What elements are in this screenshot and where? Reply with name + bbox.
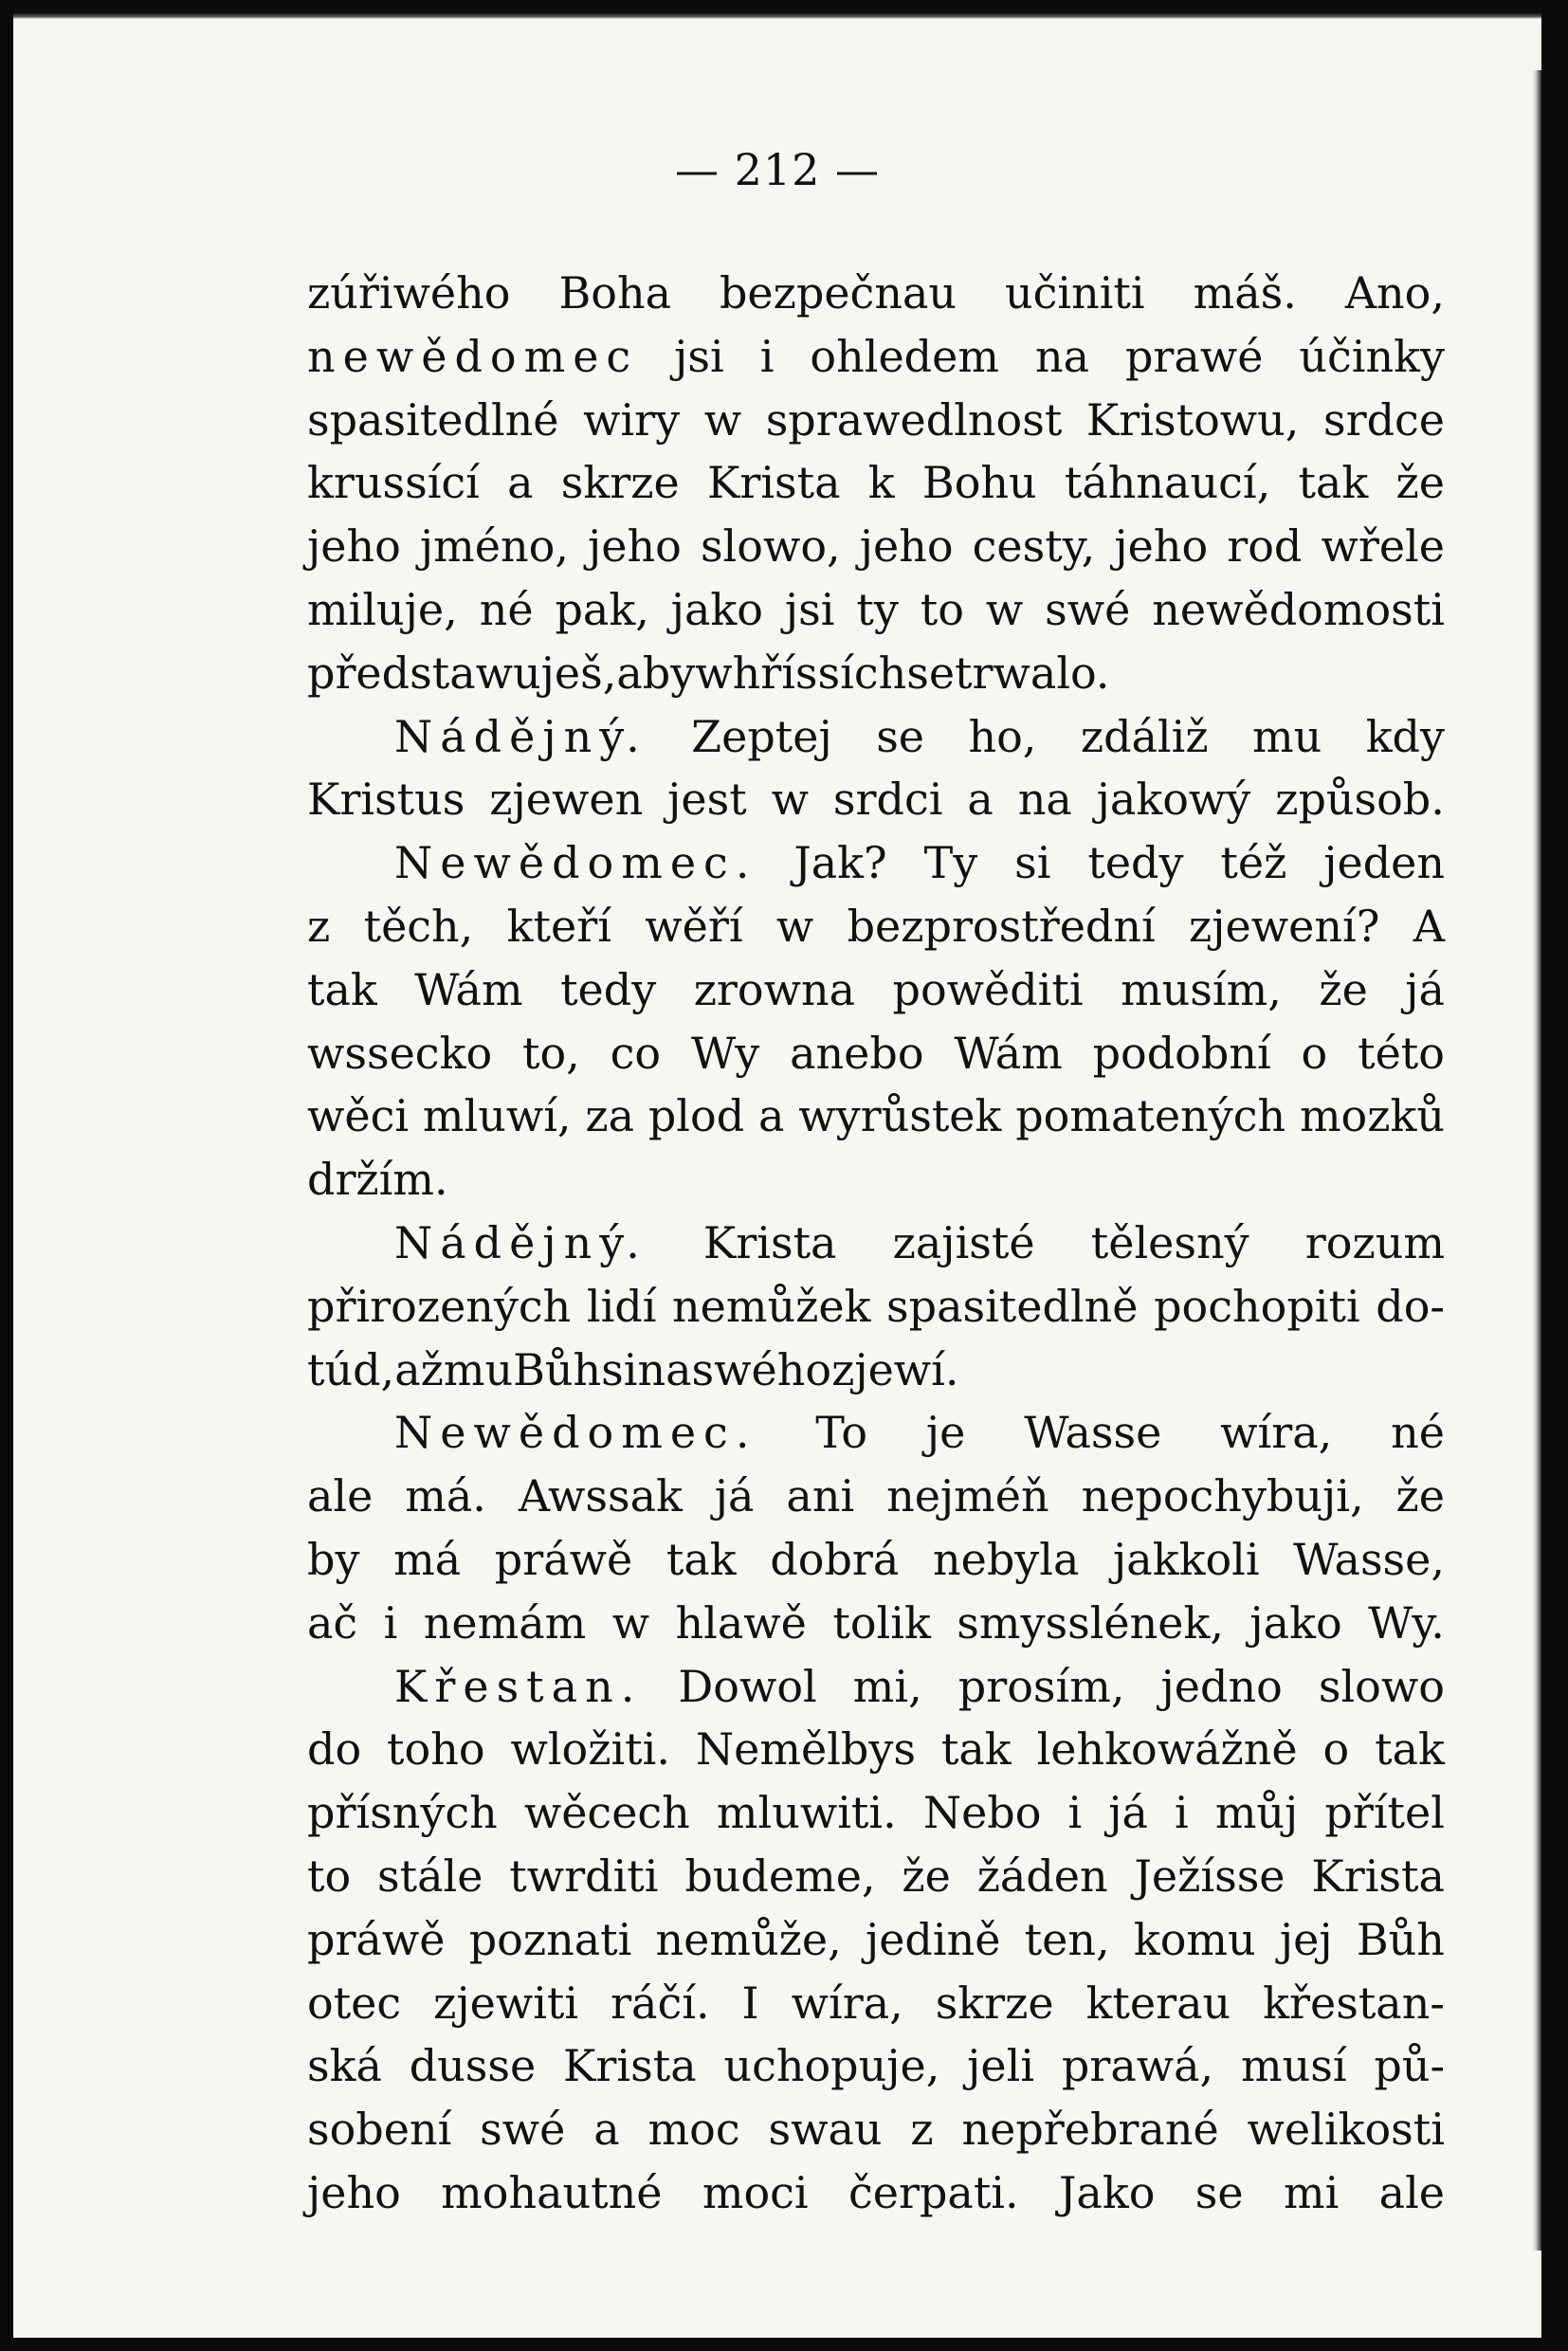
text-line bbox=[307, 1465, 1445, 1528]
text-word: účinky bbox=[1299, 330, 1445, 382]
text-word: že bbox=[902, 1850, 951, 1902]
text-word: Krista bbox=[706, 457, 841, 509]
text-word: Jak? bbox=[793, 837, 887, 889]
text-word: do bbox=[307, 1723, 362, 1776]
text-word: pak, bbox=[555, 583, 649, 635]
text-word: Wasse, bbox=[1293, 1533, 1445, 1585]
text-word: až bbox=[394, 1343, 444, 1395]
text-word: moc bbox=[647, 2104, 740, 2156]
text-word: jakowý bbox=[1096, 774, 1251, 826]
text-word: se bbox=[876, 710, 925, 762]
text-line bbox=[307, 1972, 1445, 2035]
text-word: swau bbox=[768, 2104, 883, 2156]
text-word: jako bbox=[1249, 1596, 1342, 1649]
text-word: prawé bbox=[1124, 330, 1264, 382]
text-word: tak bbox=[940, 1723, 1012, 1776]
text-word: swé bbox=[1045, 583, 1131, 635]
text-line bbox=[307, 642, 1445, 705]
text-word: plod bbox=[647, 1090, 745, 1142]
text-word: by bbox=[307, 1533, 360, 1585]
text-word: anebo bbox=[790, 1027, 924, 1079]
text-word: k bbox=[867, 457, 895, 509]
text-word: cesty, bbox=[972, 520, 1096, 573]
scan-top-edge bbox=[13, 13, 1541, 19]
text-word: Nemělbys bbox=[695, 1723, 916, 1776]
speaker-name: Nádějný. bbox=[394, 710, 647, 762]
text-word: prawá, bbox=[1061, 2040, 1214, 2092]
text-word: wložiti. bbox=[510, 1723, 670, 1776]
text-word: z bbox=[307, 900, 331, 952]
text-word: práwě bbox=[494, 1533, 633, 1585]
text-word: krussící bbox=[307, 457, 480, 509]
text-word: pomatených bbox=[1015, 1090, 1286, 1142]
speaker-name: Newědomec. bbox=[394, 837, 757, 889]
text-line bbox=[307, 1781, 1445, 1845]
text-word: táhnaucí, bbox=[1064, 457, 1271, 509]
text-word: za bbox=[585, 1090, 635, 1142]
text-line bbox=[307, 1148, 1445, 1212]
text-word: newědomosti bbox=[1152, 583, 1445, 635]
text-word: kterau bbox=[1085, 1977, 1231, 2029]
text-word: wssecko bbox=[307, 1027, 493, 1079]
text-word: co bbox=[610, 1027, 662, 1079]
text-word: a bbox=[507, 457, 534, 509]
text-word: lehkowážně bbox=[1036, 1723, 1298, 1776]
text-word: wěcech bbox=[523, 1787, 690, 1839]
text-word: srdce bbox=[1322, 393, 1445, 446]
text-word: to bbox=[920, 583, 964, 635]
text-line bbox=[307, 578, 1445, 642]
text-word: i bbox=[1175, 1787, 1189, 1839]
text-word: dusse bbox=[409, 2040, 537, 2092]
text-line bbox=[307, 1655, 1445, 1719]
text-word: že bbox=[1319, 963, 1368, 1015]
text-line bbox=[307, 1401, 1445, 1465]
text-word: bezpečnau bbox=[719, 267, 957, 319]
text-word: zdáliž bbox=[1080, 710, 1209, 762]
text-word: swého bbox=[691, 1343, 832, 1395]
text-word: hříssích bbox=[732, 647, 907, 699]
text-word: tedy bbox=[560, 963, 657, 1015]
text-word: Boha bbox=[558, 267, 672, 319]
text-word: wěci bbox=[307, 1090, 410, 1142]
text-word: učiniti bbox=[1004, 267, 1145, 319]
text-word: jsi bbox=[674, 330, 724, 382]
text-word: tělesný bbox=[1090, 1216, 1249, 1268]
text-word: Krista bbox=[1311, 1850, 1445, 1902]
text-word: srdci bbox=[832, 774, 943, 826]
text-line bbox=[307, 1718, 1445, 1781]
text-word: nepochybuji, bbox=[1081, 1470, 1364, 1522]
text-word: nemůžek bbox=[672, 1280, 871, 1332]
text-word: rozum bbox=[1304, 1216, 1445, 1268]
text-line bbox=[307, 2161, 1445, 2225]
text-word: né bbox=[1391, 1407, 1445, 1459]
text-word: držím. bbox=[307, 1154, 448, 1206]
text-word: otec bbox=[307, 1977, 402, 2029]
text-line bbox=[307, 451, 1445, 515]
text-word: slowo, bbox=[700, 520, 841, 573]
text-word: ráčí. bbox=[611, 1977, 710, 2029]
text-word: je bbox=[925, 1407, 966, 1459]
text-line bbox=[307, 1212, 1445, 1275]
text-word: ale bbox=[1378, 2166, 1445, 2218]
text-word: tedy bbox=[1087, 837, 1184, 889]
text-word: Bůh bbox=[1356, 1913, 1445, 1965]
text-word: přísných bbox=[307, 1787, 498, 1839]
text-word: Wám bbox=[414, 963, 523, 1015]
text-word: uchopuje, bbox=[723, 2040, 940, 2092]
text-word: hlawě bbox=[675, 1596, 807, 1649]
text-word: mluwiti. bbox=[716, 1787, 897, 1839]
text-line bbox=[307, 1275, 1445, 1339]
text-word: Kristowu, bbox=[1085, 393, 1300, 446]
text-word: Jako bbox=[1058, 2166, 1156, 2218]
text-word: tak bbox=[1298, 457, 1369, 509]
text-word: ohledem bbox=[810, 330, 999, 382]
text-word: musí bbox=[1240, 2040, 1347, 2092]
text-word: Bůh bbox=[513, 1343, 602, 1395]
text-word: přítel bbox=[1324, 1787, 1445, 1839]
text-word: tak bbox=[1375, 1723, 1445, 1776]
text-word: Ty bbox=[923, 837, 978, 889]
text-word: můj bbox=[1214, 1787, 1299, 1839]
text-word: lidí bbox=[586, 1280, 657, 1332]
text-word: w bbox=[611, 1596, 650, 1649]
text-word: wíra, bbox=[791, 1977, 903, 2029]
text-word: mi bbox=[1283, 2166, 1340, 2218]
text-word: mu bbox=[443, 1343, 514, 1395]
text-word: Wasse bbox=[1024, 1407, 1162, 1459]
text-word: jeho bbox=[307, 2166, 401, 2218]
text-word: Wy. bbox=[1368, 1596, 1445, 1649]
text-word: Zeptej bbox=[691, 710, 832, 762]
text-word: já bbox=[1108, 1787, 1148, 1839]
text-word: nebyla bbox=[932, 1533, 1080, 1585]
text-word: zrowna bbox=[693, 963, 856, 1015]
text-word: čerpati. bbox=[848, 2166, 1019, 2218]
text-word: jméno, bbox=[419, 520, 569, 573]
text-line bbox=[307, 389, 1445, 452]
text-line bbox=[307, 1022, 1445, 1085]
text-word: pochopiti bbox=[1154, 1280, 1360, 1332]
text-word: předstawuješ, bbox=[307, 647, 617, 699]
text-word: kdy bbox=[1365, 710, 1445, 762]
text-word: tak bbox=[665, 1533, 737, 1585]
text-line bbox=[307, 2034, 1445, 2098]
text-word: sobení bbox=[307, 2104, 452, 2156]
text-word: To bbox=[815, 1407, 868, 1459]
text-word: ty bbox=[856, 583, 899, 635]
text-word: i bbox=[759, 330, 775, 382]
text-word: jeho bbox=[588, 520, 682, 573]
text-word: zjewení? bbox=[1189, 900, 1380, 952]
text-word: křestan- bbox=[1263, 1977, 1445, 2029]
text-word: žáden bbox=[976, 1850, 1108, 1902]
text-line bbox=[307, 515, 1445, 578]
text-word: jej bbox=[1279, 1913, 1333, 1965]
text-word: smysslének, bbox=[957, 1596, 1224, 1649]
text-line bbox=[307, 1845, 1445, 1908]
text-word: zjewen bbox=[489, 774, 644, 826]
text-word: jeho bbox=[307, 520, 401, 573]
text-word: komu bbox=[1133, 1913, 1256, 1965]
text-word: Kristus bbox=[307, 774, 465, 826]
text-word: Awssak bbox=[518, 1470, 683, 1522]
text-word: mohautné bbox=[441, 2166, 663, 2218]
body-text bbox=[307, 262, 1445, 2225]
text-word: A bbox=[1413, 900, 1445, 952]
text-word: mi, bbox=[852, 1660, 922, 1712]
text-line bbox=[307, 2098, 1445, 2161]
text-word: přirozených bbox=[307, 1280, 572, 1332]
text-word: Wy bbox=[691, 1027, 760, 1079]
text-word: slowo bbox=[1318, 1660, 1445, 1712]
text-word: do- bbox=[1376, 1280, 1445, 1332]
text-word: na bbox=[1017, 774, 1072, 826]
text-word: Ježísse bbox=[1134, 1850, 1285, 1902]
text-word: má. bbox=[405, 1470, 486, 1522]
text-word: na bbox=[1034, 330, 1089, 382]
text-word: jedině bbox=[865, 1913, 1001, 1965]
text-word: tak bbox=[307, 963, 377, 1015]
text-word: ská bbox=[307, 2040, 382, 2092]
text-word: skrze bbox=[935, 1977, 1054, 2029]
text-word: jest bbox=[667, 774, 747, 826]
text-word: Bohu bbox=[921, 457, 1037, 509]
text-word: mu bbox=[1252, 710, 1322, 762]
text-word: z bbox=[910, 2104, 934, 2156]
text-word: ač bbox=[307, 1596, 358, 1649]
text-word: jeho bbox=[1114, 520, 1209, 573]
text-line bbox=[307, 1908, 1445, 1972]
text-word: zajisté bbox=[892, 1216, 1035, 1268]
text-word: setrwalo. bbox=[906, 647, 1110, 699]
text-word: I bbox=[741, 1977, 759, 2029]
text-word: nejméň bbox=[886, 1470, 1049, 1522]
text-word: w bbox=[703, 393, 742, 446]
text-line bbox=[307, 1528, 1445, 1592]
text-word: dobrá bbox=[770, 1533, 900, 1585]
text-word: Dowol bbox=[678, 1660, 817, 1712]
text-word: w bbox=[775, 900, 814, 952]
text-word: nemám bbox=[423, 1596, 587, 1649]
text-word: swé bbox=[480, 2104, 566, 2156]
text-word: ho, bbox=[968, 710, 1037, 762]
text-word: tolik bbox=[832, 1596, 931, 1649]
text-word: musím, bbox=[1121, 963, 1282, 1015]
text-word: jakkoli bbox=[1113, 1533, 1260, 1585]
text-word: né bbox=[479, 583, 534, 635]
page-number: — 212 — bbox=[674, 144, 881, 195]
text-word: sina bbox=[601, 1343, 692, 1395]
text-word: Krista bbox=[563, 2040, 697, 2092]
text-line bbox=[307, 768, 1445, 831]
text-word: spasitedlně bbox=[886, 1280, 1139, 1332]
text-word: w bbox=[985, 583, 1024, 635]
text-word: o bbox=[1301, 1027, 1328, 1079]
text-word: těch, bbox=[363, 900, 474, 952]
text-word: i bbox=[383, 1596, 398, 1649]
text-word: pů- bbox=[1374, 2040, 1445, 2092]
text-word: a bbox=[757, 1090, 785, 1142]
text-word: wyrůstek bbox=[798, 1090, 1002, 1142]
text-word: zjewiti bbox=[433, 1977, 579, 2029]
text-word: kteří bbox=[506, 900, 611, 952]
text-word: to, bbox=[522, 1027, 580, 1079]
text-line bbox=[307, 831, 1445, 895]
text-word: já bbox=[1405, 963, 1445, 1015]
speaker-name: Křestan. bbox=[394, 1660, 643, 1712]
text-word: že bbox=[1395, 1470, 1445, 1522]
scan-right-edge bbox=[1532, 70, 1541, 2251]
text-word: této bbox=[1358, 1027, 1445, 1079]
text-word: toho bbox=[387, 1723, 485, 1776]
book-page bbox=[13, 13, 1541, 2338]
text-word: wiry bbox=[583, 393, 681, 446]
text-word: stále bbox=[377, 1850, 483, 1902]
text-word: máš. bbox=[1193, 267, 1297, 319]
text-word: welikosti bbox=[1247, 2104, 1445, 2156]
text-word: ten, bbox=[1024, 1913, 1110, 1965]
text-word: moci bbox=[702, 2166, 809, 2218]
text-word: způsob. bbox=[1275, 774, 1445, 826]
text-word: prosím, bbox=[957, 1660, 1125, 1712]
text-word: si bbox=[1014, 837, 1051, 889]
text-word: o bbox=[1322, 1723, 1350, 1776]
text-word: ale bbox=[307, 1470, 374, 1522]
text-word: mluwí, bbox=[422, 1090, 572, 1142]
text-word: nemůže, bbox=[655, 1913, 842, 1965]
text-word: rod bbox=[1227, 520, 1303, 573]
text-word: wřele bbox=[1321, 520, 1445, 573]
text-word: Nebo bbox=[922, 1787, 1042, 1839]
text-word: nepřebrané bbox=[961, 2104, 1219, 2156]
text-word: poznati bbox=[468, 1913, 632, 1965]
text-word: práwě bbox=[307, 1913, 446, 1965]
text-word: podobní bbox=[1092, 1027, 1271, 1079]
speaker-name: newědomec bbox=[307, 330, 639, 382]
text-line bbox=[307, 262, 1445, 325]
text-word: to bbox=[307, 1850, 352, 1902]
text-word: jsi bbox=[784, 583, 835, 635]
text-word: ani bbox=[786, 1470, 855, 1522]
text-word: zúřiwého bbox=[307, 267, 511, 319]
text-word: já bbox=[714, 1470, 755, 1522]
text-line bbox=[307, 1592, 1445, 1655]
text-word: i bbox=[1067, 1787, 1083, 1839]
text-word: mozků bbox=[1299, 1090, 1445, 1142]
text-word: aby bbox=[616, 647, 696, 699]
text-word: se bbox=[1194, 2166, 1244, 2218]
text-word: wíra, bbox=[1220, 1407, 1333, 1459]
text-line bbox=[307, 958, 1445, 1022]
text-word: sprawedlnost bbox=[765, 393, 1063, 446]
text-word: též bbox=[1220, 837, 1287, 889]
text-word: jeden bbox=[1323, 837, 1445, 889]
text-word: skrze bbox=[560, 457, 680, 509]
text-word: wěří bbox=[645, 900, 743, 952]
text-line bbox=[307, 1084, 1445, 1148]
text-word: miluje, bbox=[307, 583, 458, 635]
text-word: a bbox=[593, 2104, 620, 2156]
speaker-name: Nádějný. bbox=[394, 1216, 647, 1268]
text-line bbox=[307, 705, 1445, 769]
text-word: Krista bbox=[702, 1216, 837, 1268]
text-word: jeli bbox=[967, 2040, 1035, 2092]
text-word: jako bbox=[670, 583, 763, 635]
text-line bbox=[307, 895, 1445, 958]
text-word: twrditi bbox=[509, 1850, 659, 1902]
text-word: w bbox=[771, 774, 810, 826]
text-line bbox=[307, 1339, 1445, 1402]
text-word: spasitedlné bbox=[307, 393, 559, 446]
text-word: Ano, bbox=[1344, 267, 1445, 319]
text-word: budeme, bbox=[684, 1850, 876, 1902]
text-word: a bbox=[967, 774, 994, 826]
text-word: Wám bbox=[954, 1027, 1063, 1079]
speaker-name: Newědomec. bbox=[394, 1407, 757, 1459]
text-word: w bbox=[695, 647, 733, 699]
text-line bbox=[307, 325, 1445, 389]
text-word: bezprostřední bbox=[847, 900, 1156, 952]
text-word: má bbox=[393, 1533, 462, 1585]
text-word: jedno bbox=[1160, 1660, 1283, 1712]
text-word: túd, bbox=[307, 1343, 395, 1395]
text-word: že bbox=[1395, 457, 1445, 509]
text-word: zjewí. bbox=[831, 1343, 959, 1395]
text-word: powěditi bbox=[892, 963, 1084, 1015]
text-word: jeho bbox=[859, 520, 954, 573]
